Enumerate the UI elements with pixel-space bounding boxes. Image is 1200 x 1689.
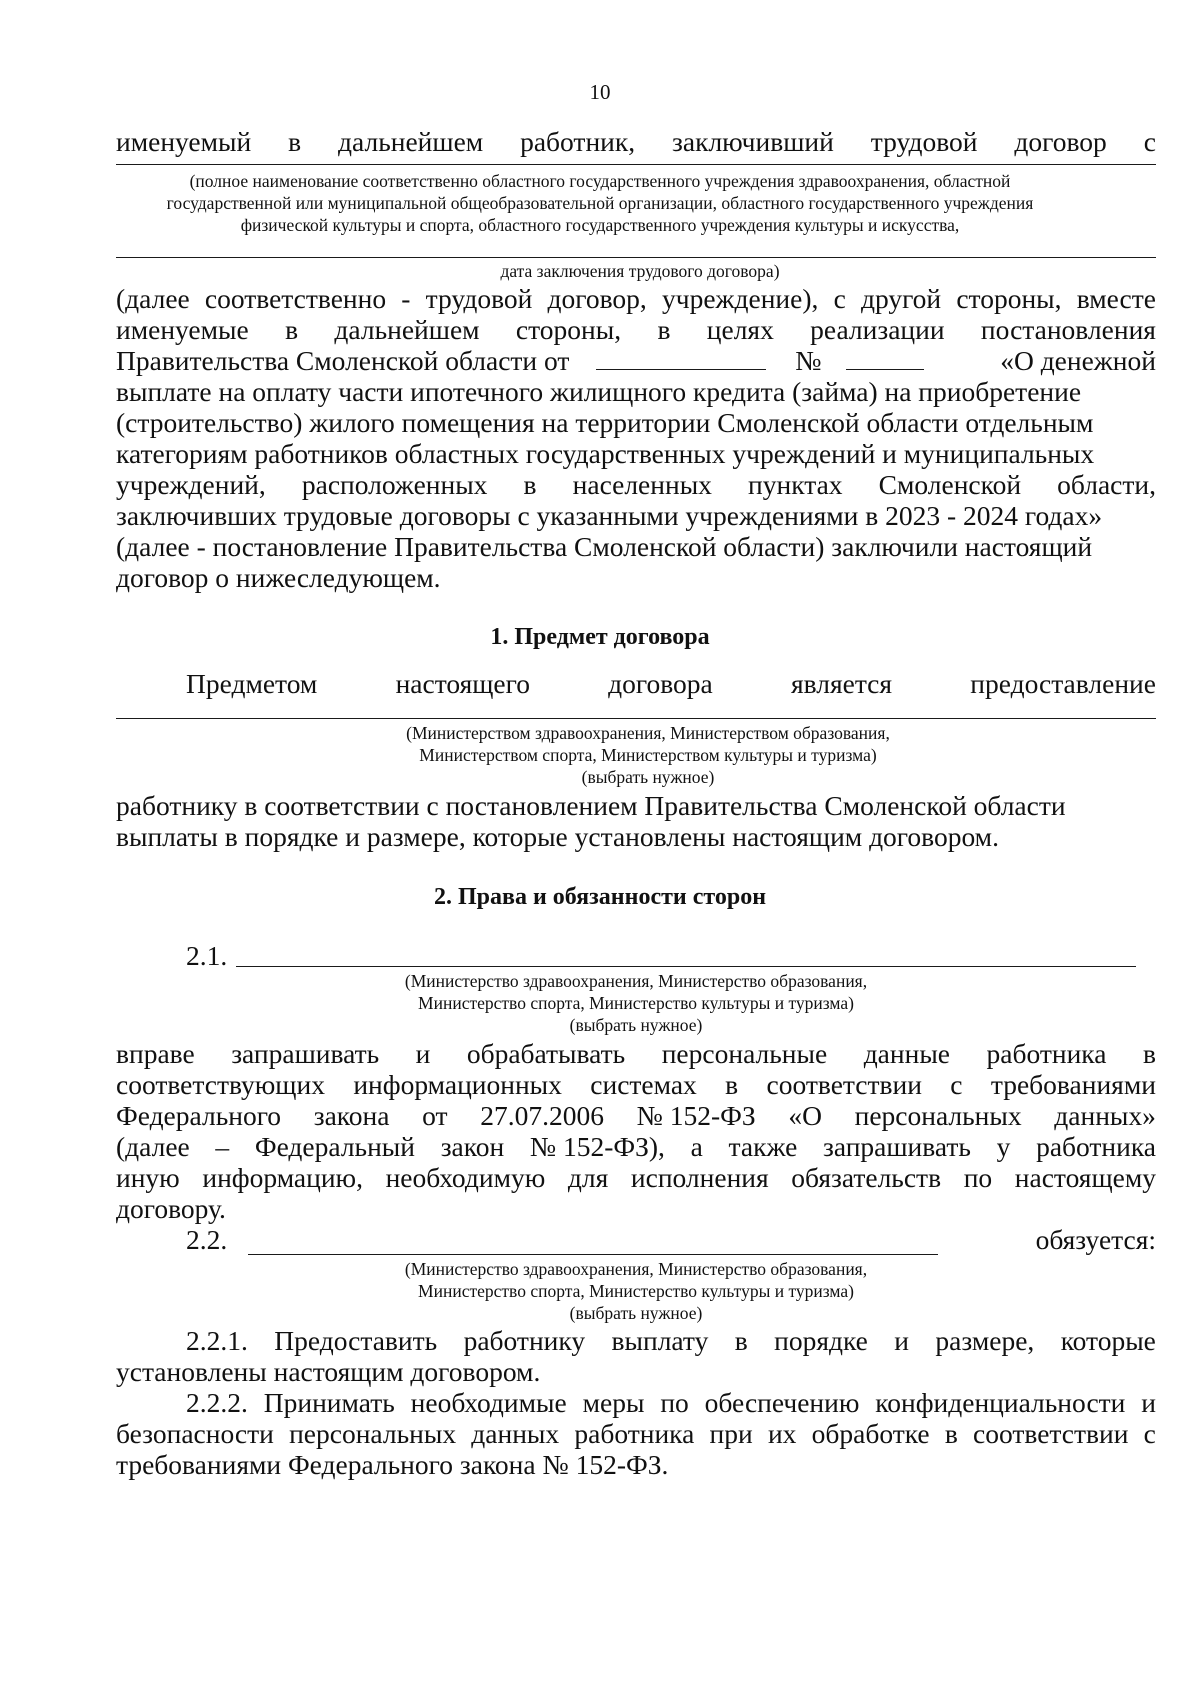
word: персональные <box>661 1038 828 1069</box>
word: у <box>996 1131 1011 1162</box>
word: их <box>767 1418 797 1449</box>
word: работника <box>986 1038 1107 1069</box>
word: меры <box>582 1387 645 1418</box>
word: работнику <box>463 1325 586 1356</box>
word: запрашивать <box>822 1131 971 1162</box>
word: для <box>567 1162 609 1193</box>
word: работника <box>1036 1131 1156 1162</box>
word: предоставление <box>970 668 1156 699</box>
word: 2.2.1. <box>186 1325 248 1356</box>
word: при <box>709 1418 753 1449</box>
word: № 152-ФЗ), <box>529 1131 665 1162</box>
word: заключивший <box>672 126 834 157</box>
intro-para-line-8: заключивших трудовые договоры с указанными учреждениями в 2023 - 2024 годах» <box>116 500 1103 531</box>
word: трудовой <box>870 126 978 157</box>
clause-2-1-line-5 <box>116 1162 1156 1194</box>
word: соответствии <box>766 1069 922 1100</box>
blank-ministry-2-1 <box>236 966 1136 967</box>
word: вместе <box>1076 283 1156 314</box>
word: конфиденциальности <box>875 1387 1126 1418</box>
caption-ministry-2-2b: Министерство спорта, Министерство культуры и туризма) <box>418 1281 854 1301</box>
section-1-heading: 1. Предмет договора <box>490 624 710 650</box>
word: Принимать <box>263 1387 395 1418</box>
blank-resolution-date <box>596 345 766 370</box>
word: - <box>401 283 411 314</box>
clause-2-1-line-1 <box>116 1038 1156 1070</box>
word: учреждение), <box>661 283 819 314</box>
word: в <box>944 1418 958 1449</box>
blank-ministry-1 <box>116 718 1156 719</box>
caption-ministry-2-2a: (Министерство здравоохранения, Министерство образования, <box>404 1259 868 1279</box>
word: Предметом <box>186 668 318 699</box>
word: данные <box>863 1038 951 1069</box>
word: по <box>963 1162 993 1193</box>
intro-para-line-3 <box>116 345 1156 377</box>
word: соответствующих <box>116 1069 325 1100</box>
text-resolution-title-start: «О денежной <box>1000 345 1156 376</box>
word: запрашивать <box>231 1038 380 1069</box>
clause-2-1-label: 2.1. <box>186 940 228 971</box>
word: именуемые <box>116 314 249 345</box>
word: договор <box>1014 126 1107 157</box>
section-1-line-3: выплаты в порядке и размере, которые установлены настоящим договором. <box>116 821 999 852</box>
caption-ministry-2-1b: Министерство спорта, Министерство культуры и туризма) <box>418 993 854 1013</box>
word: соответствии <box>973 1418 1129 1449</box>
word: учреждений, <box>116 469 266 500</box>
word: другой <box>860 283 942 314</box>
intro-para-line-4: выплате на оплату части ипотечного жилищного кредита (займа) на приобретение <box>116 376 1082 407</box>
word: в <box>285 314 299 345</box>
clause-2-1-line-2 <box>116 1069 1156 1101</box>
word: стороны, <box>956 283 1062 314</box>
word: дальнейшем <box>334 314 480 345</box>
word: Предоставить <box>274 1325 438 1356</box>
word: дальнейшем <box>338 126 484 157</box>
word: № 152-ФЗ <box>636 1100 756 1131</box>
word: (далее <box>116 1131 190 1162</box>
word: размере, <box>935 1325 1035 1356</box>
word: в <box>288 126 302 157</box>
section-1-line-2: работнику в соответствии с постановлением Правительства Смоленской области <box>116 790 1066 821</box>
word: закон <box>440 1131 505 1162</box>
word: настоящему <box>1014 1162 1156 1193</box>
word: по <box>660 1387 689 1418</box>
clause-2-2-2-line-1 <box>186 1387 1156 1419</box>
word: договор, <box>547 283 647 314</box>
word: соответственно <box>204 283 387 314</box>
word: требованиями <box>990 1069 1156 1100</box>
word: системах <box>590 1069 697 1100</box>
word: настоящего <box>395 668 530 699</box>
word: выплату <box>611 1325 709 1356</box>
word: Смоленской <box>878 469 1022 500</box>
word: в <box>1142 1038 1156 1069</box>
clause-2-2-obligates: обязуется: <box>1035 1224 1156 1255</box>
caption-ministry-2-1c: (выбрать нужное) <box>569 1015 703 1035</box>
intro-para-line-5: (строительство) жилого помещения на территории Смоленской области отдельным <box>116 407 1094 438</box>
word: (далее <box>116 283 190 314</box>
caption-ministry-1c: (выбрать нужное) <box>581 767 715 787</box>
word: информацию, <box>202 1162 363 1193</box>
word: 2.2.2. <box>186 1387 248 1418</box>
word: с <box>833 283 846 314</box>
caption-ministry-1a: (Министерством здравоохранения, Министерством образования, <box>406 723 890 743</box>
word: и <box>1141 1387 1156 1418</box>
word: расположенных <box>301 469 488 500</box>
word: а <box>690 1131 703 1162</box>
caption-ministry-2-1a: (Министерство здравоохранения, Министерство образования, <box>404 971 868 991</box>
word: в <box>725 1069 739 1100</box>
word: с <box>1143 126 1156 157</box>
clause-2-1-line-4 <box>116 1131 1156 1163</box>
intro-para-line-2 <box>116 314 1156 346</box>
text-government-from: Правительства Смоленской области от <box>116 345 570 376</box>
word: целях <box>706 314 774 345</box>
intro-para-line-1 <box>116 283 1156 315</box>
word: трудовой <box>425 283 533 314</box>
clause-2-1-line-6: договору. <box>116 1193 226 1224</box>
word: является <box>790 668 893 699</box>
word: вправе <box>116 1038 195 1069</box>
word: исполнения <box>630 1162 769 1193</box>
word: обрабатывать <box>466 1038 626 1069</box>
caption-institution-2: государственной или муниципальной общеобразовательной организации, областного государственного учреждения <box>166 193 1034 213</box>
blank-resolution-number <box>846 345 924 370</box>
word: работник, <box>520 126 636 157</box>
blank-institution-name <box>116 164 1156 165</box>
caption-ministry-1b: Министерством спорта, Министерством культуры и туризма) <box>419 745 877 765</box>
word: постановления <box>980 314 1156 345</box>
word: – <box>215 1131 230 1162</box>
clause-2-2-label: 2.2. <box>186 1224 228 1255</box>
word: с <box>1143 1418 1156 1449</box>
word: и <box>415 1038 431 1069</box>
word: обеспечению <box>704 1387 860 1418</box>
blank-contract-date <box>116 257 1156 258</box>
word: именуемый <box>116 126 252 157</box>
intro-para-line-7 <box>116 469 1156 501</box>
word: порядке <box>774 1325 868 1356</box>
word: 27.07.2006 <box>480 1100 604 1131</box>
word: информационных <box>353 1069 562 1100</box>
clause-2-2-1-line-2: установлены настоящим договором. <box>116 1356 541 1387</box>
word: также <box>728 1131 798 1162</box>
word: в <box>523 469 537 500</box>
blank-ministry-2-2 <box>248 1230 938 1255</box>
word: закона <box>313 1100 390 1131</box>
word: в <box>734 1325 748 1356</box>
word: области, <box>1057 469 1156 500</box>
section-2-heading: 2. Права и обязанности сторон <box>433 884 767 910</box>
word: которые <box>1060 1325 1156 1356</box>
number-sign: № <box>795 345 822 376</box>
word: Федерального <box>116 1100 282 1131</box>
word: от <box>422 1100 448 1131</box>
caption-institution-3: физической культуры и спорта, областного государственного учреждения культуры и искусства, <box>240 215 960 235</box>
clause-2-2-2-line-2 <box>116 1418 1156 1450</box>
clause-2-1-line-3 <box>116 1100 1156 1132</box>
word: необходимые <box>410 1387 567 1418</box>
word: населенных <box>572 469 712 500</box>
intro-para-line-9: (далее - постановление Правительства Смоленской области) заключили настоящий <box>116 531 1093 562</box>
word: реализации <box>810 314 945 345</box>
word: и <box>894 1325 910 1356</box>
page-number: 10 <box>589 80 611 104</box>
word: в <box>657 314 671 345</box>
intro-para-line-6: категориям работников областных государственных учреждений и муниципальных <box>116 438 1095 469</box>
word: договора <box>608 668 713 699</box>
word: пунктах <box>748 469 843 500</box>
caption-contract-date: дата заключения трудового договора) <box>500 261 780 281</box>
word: работника <box>574 1418 695 1449</box>
word: персональных <box>854 1100 1022 1131</box>
word: с <box>950 1069 963 1100</box>
word: обязательств <box>791 1162 942 1193</box>
caption-institution-1: (полное наименование соответственно областного государственного учреждения здравоохранения, областной <box>189 171 1011 191</box>
clause-2-2-1-line-1 <box>186 1325 1156 1357</box>
caption-ministry-2-2c: (выбрать нужное) <box>569 1303 703 1323</box>
word: необходимую <box>385 1162 546 1193</box>
word: данных» <box>1054 1100 1156 1131</box>
section-1-line-1 <box>186 668 1156 700</box>
intro-line-1 <box>116 126 1156 158</box>
word: Федеральный <box>254 1131 415 1162</box>
intro-para-line-10: договор о нижеследующем. <box>116 562 441 593</box>
word: обработке <box>811 1418 930 1449</box>
clause-2-2-2-line-3: требованиями Федерального закона № 152-ФЗ. <box>116 1449 669 1480</box>
word: «О <box>788 1100 822 1131</box>
word: иную <box>116 1162 180 1193</box>
word: персональных <box>289 1418 457 1449</box>
word: безопасности <box>116 1418 274 1449</box>
word: стороны, <box>515 314 622 345</box>
word: данных <box>471 1418 560 1449</box>
